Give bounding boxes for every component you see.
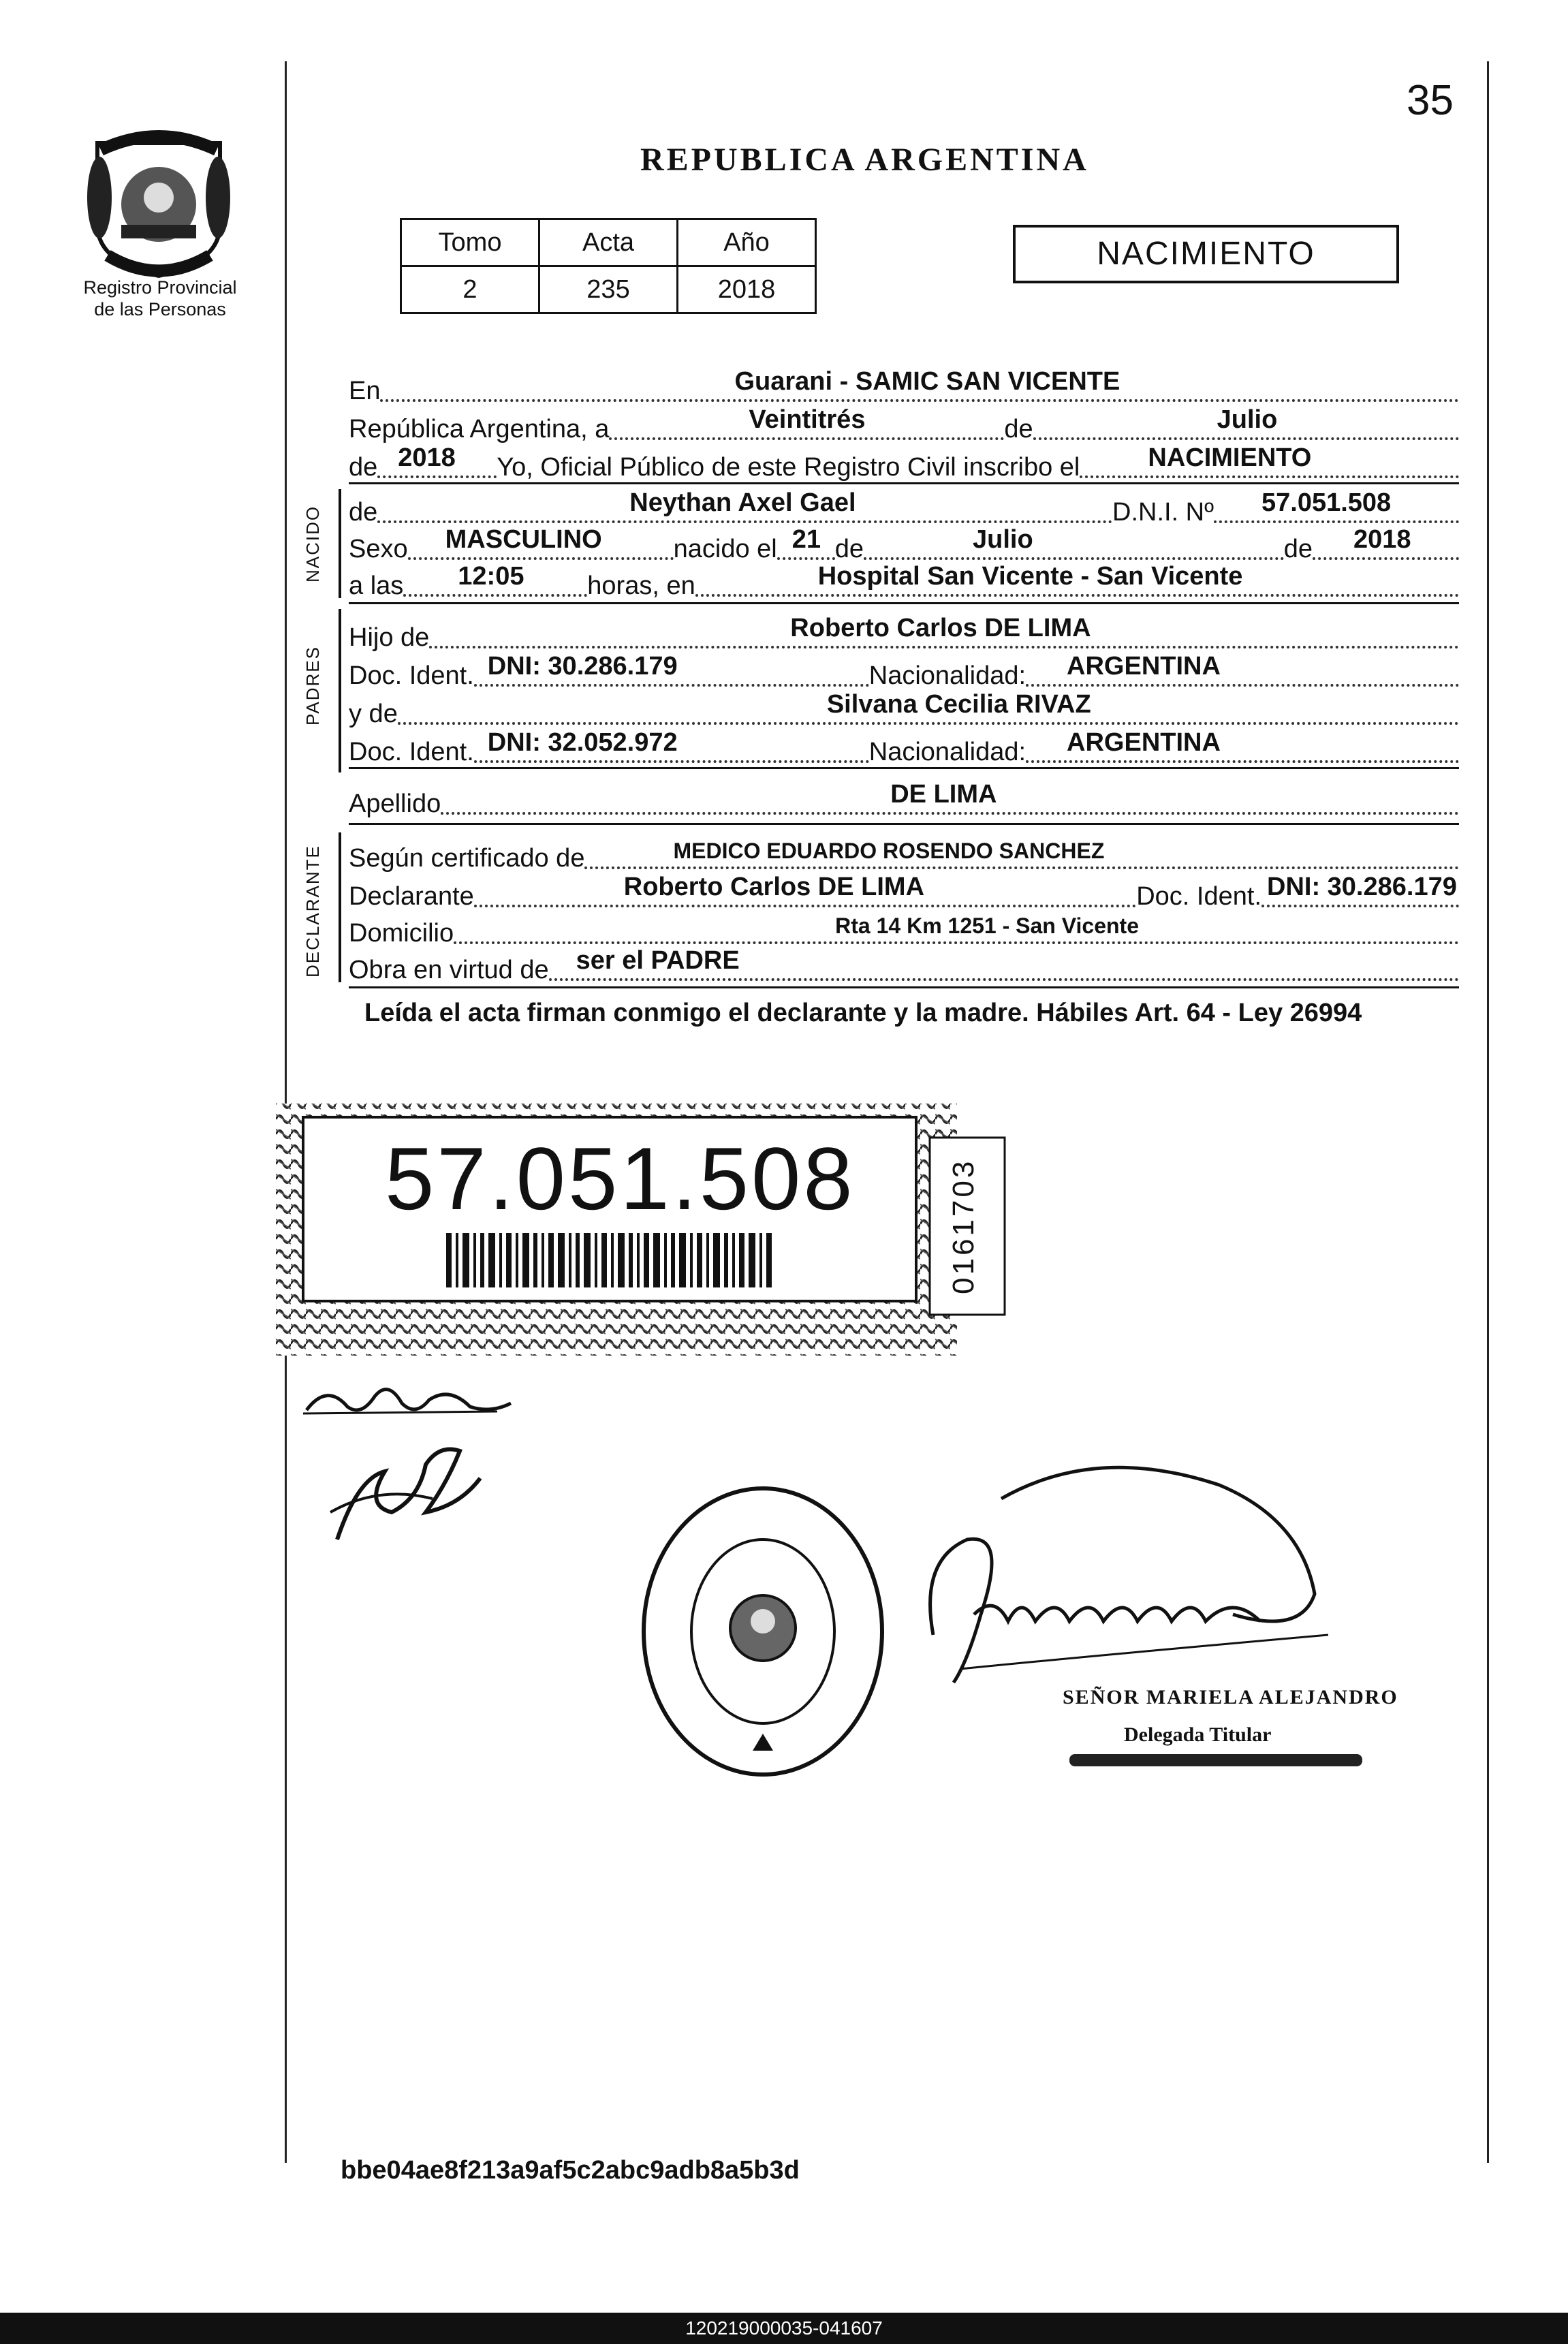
register-table [400, 218, 817, 314]
value-ano: 2018 [678, 266, 816, 313]
label-father-nac: Nacionalidad: [868, 661, 1026, 690]
divider-act [349, 482, 1459, 484]
row-y-de [349, 691, 1459, 729]
divider-declarante [349, 986, 1459, 988]
value-en: Guarani - SAMIC SAN VICENTE [734, 367, 1120, 396]
value-birth-place: Hospital San Vicente - San Vicente [817, 562, 1243, 591]
row-domicilio [349, 910, 1459, 948]
value-birth-day: 21 [791, 525, 821, 554]
id-sticker [276, 1097, 1012, 1362]
value-acta: 235 [539, 266, 678, 313]
label-y-de: y de [349, 700, 398, 728]
row-nacido-name [349, 489, 1459, 527]
officer-name: SEÑOR MARIELA ALEJANDRO [1063, 1686, 1398, 1708]
row-de-year [349, 444, 1459, 482]
nacido-bracket [339, 489, 341, 598]
declarante-signature [300, 1376, 518, 1427]
value-father-doc: DNI: 30.286.179 [487, 652, 678, 681]
header-tomo: Tomo [401, 219, 539, 266]
value-day: Veintitrés [749, 405, 866, 434]
row-apellido [349, 781, 1459, 819]
label-segun: Según certificado de [349, 844, 585, 873]
label-declarante-doc: Doc. Ident. [1136, 882, 1261, 911]
value-child-name: Neythan Axel Gael [629, 488, 856, 517]
closing-note: Leída el acta firman conmigo el declarante y la madre. Hábiles Art. 64 - Ley 26994 [364, 999, 1362, 1027]
declarante-bracket [339, 832, 341, 982]
label-de2: de [349, 453, 378, 482]
value-father: Roberto Carlos DE LIMA [790, 614, 1091, 642]
value-father-nac: ARGENTINA [1067, 652, 1221, 681]
divider-padres [349, 767, 1459, 769]
row-obra [349, 947, 1459, 985]
right-margin-rule [1487, 61, 1489, 2163]
label-hijo-de: Hijo de [349, 623, 430, 652]
label-sexo: Sexo [349, 535, 408, 563]
officer-signature [892, 1458, 1383, 1706]
logo-caption-line2: de las Personas [94, 299, 226, 319]
row-segun [349, 835, 1459, 873]
label-yo: Yo, Oficial Público de este Registro Civil inscribo el [497, 453, 1080, 482]
sticker-serial: 0161703 [947, 1158, 980, 1294]
value-declarante-doc: DNI: 30.286.179 [1267, 873, 1457, 901]
row-declarante [349, 873, 1459, 911]
label-obra: Obra en virtud de [349, 956, 549, 984]
label-en: En [349, 377, 381, 405]
label-nacido-de: de [349, 498, 378, 527]
row-en [349, 368, 1459, 406]
mother-signature [324, 1437, 487, 1550]
label-mother-doc: Doc. Ident. [349, 738, 474, 766]
value-domicilio: Rta 14 Km 1251 - San Vicente [835, 913, 1139, 938]
row-a-las [349, 563, 1459, 601]
value-year: 2018 [398, 443, 456, 472]
label-horas-en: horas, en [587, 572, 695, 600]
row-republica [349, 406, 1459, 444]
padres-bracket [339, 609, 341, 772]
value-birth-month: Julio [973, 525, 1033, 554]
value-mother-doc: DNI: 32.052.972 [487, 728, 678, 757]
label-de-month: de [834, 535, 864, 563]
value-declarante: Roberto Carlos DE LIMA [623, 873, 925, 901]
value-obra: ser el PADRE [576, 946, 740, 975]
label-declarante: Declarante [349, 882, 474, 911]
value-birth-year: 2018 [1353, 525, 1411, 554]
label-nacido-el: nacido el [673, 535, 777, 563]
value-inscribe: NACIMIENTO [1148, 443, 1312, 472]
label-de: de [1004, 415, 1033, 443]
row-father-doc [349, 653, 1459, 691]
label-domicilio: Domicilio [349, 919, 454, 948]
logo-caption-line1: Registro Provincial [83, 277, 237, 298]
value-mother-nac: ARGENTINA [1067, 728, 1221, 757]
sticker-number: 57.051.508 [385, 1129, 856, 1228]
row-hijo-de [349, 614, 1459, 653]
divider-nacido [349, 602, 1459, 604]
label-republica: República Argentina, a [349, 415, 610, 443]
padres-section-label: PADRES [302, 646, 323, 725]
logo-caption [61, 277, 259, 320]
value-sexo: MASCULINO [445, 525, 602, 554]
nacido-section-label: NACIDO [302, 505, 323, 582]
record-type-box: NACIMIENTO [1013, 225, 1399, 283]
header-acta: Acta [539, 219, 678, 266]
officer-stamp-line [1069, 1754, 1362, 1766]
label-mother-nac: Nacionalidad: [868, 738, 1026, 766]
value-month: Julio [1217, 405, 1278, 434]
value-apellido: DE LIMA [890, 780, 997, 809]
label-dni: D.N.I. Nº [1112, 498, 1214, 527]
label-apellido: Apellido [349, 790, 441, 818]
document-hash: bbe04ae8f213a9af5c2abc9adb8a5b3d [341, 2156, 800, 2185]
header-ano: Año [678, 219, 816, 266]
official-seal [637, 1482, 889, 1785]
row-sexo [349, 526, 1459, 564]
page-number: 35 [1407, 77, 1454, 124]
label-father-doc: Doc. Ident. [349, 661, 474, 690]
value-mother: Silvana Cecilia RIVAZ [826, 690, 1091, 719]
value-tomo: 2 [401, 266, 539, 313]
page-title: REPUBLICA ARGENTINA [640, 142, 1089, 178]
officer-role: Delegada Titular [1124, 1723, 1272, 1746]
value-segun: MEDICO EDUARDO ROSENDO SANCHEZ [673, 839, 1105, 863]
footer-code: 120219000035-041607 [0, 2313, 1568, 2344]
declarante-section-label: DECLARANTE [302, 845, 323, 978]
province-logo [80, 123, 237, 279]
row-mother-doc [349, 729, 1459, 767]
value-time: 12:05 [458, 562, 524, 591]
label-de-year: de [1283, 535, 1313, 563]
value-dni: 57.051.508 [1261, 488, 1392, 517]
divider-apellido [349, 823, 1459, 825]
label-a-las: a las [349, 572, 404, 600]
